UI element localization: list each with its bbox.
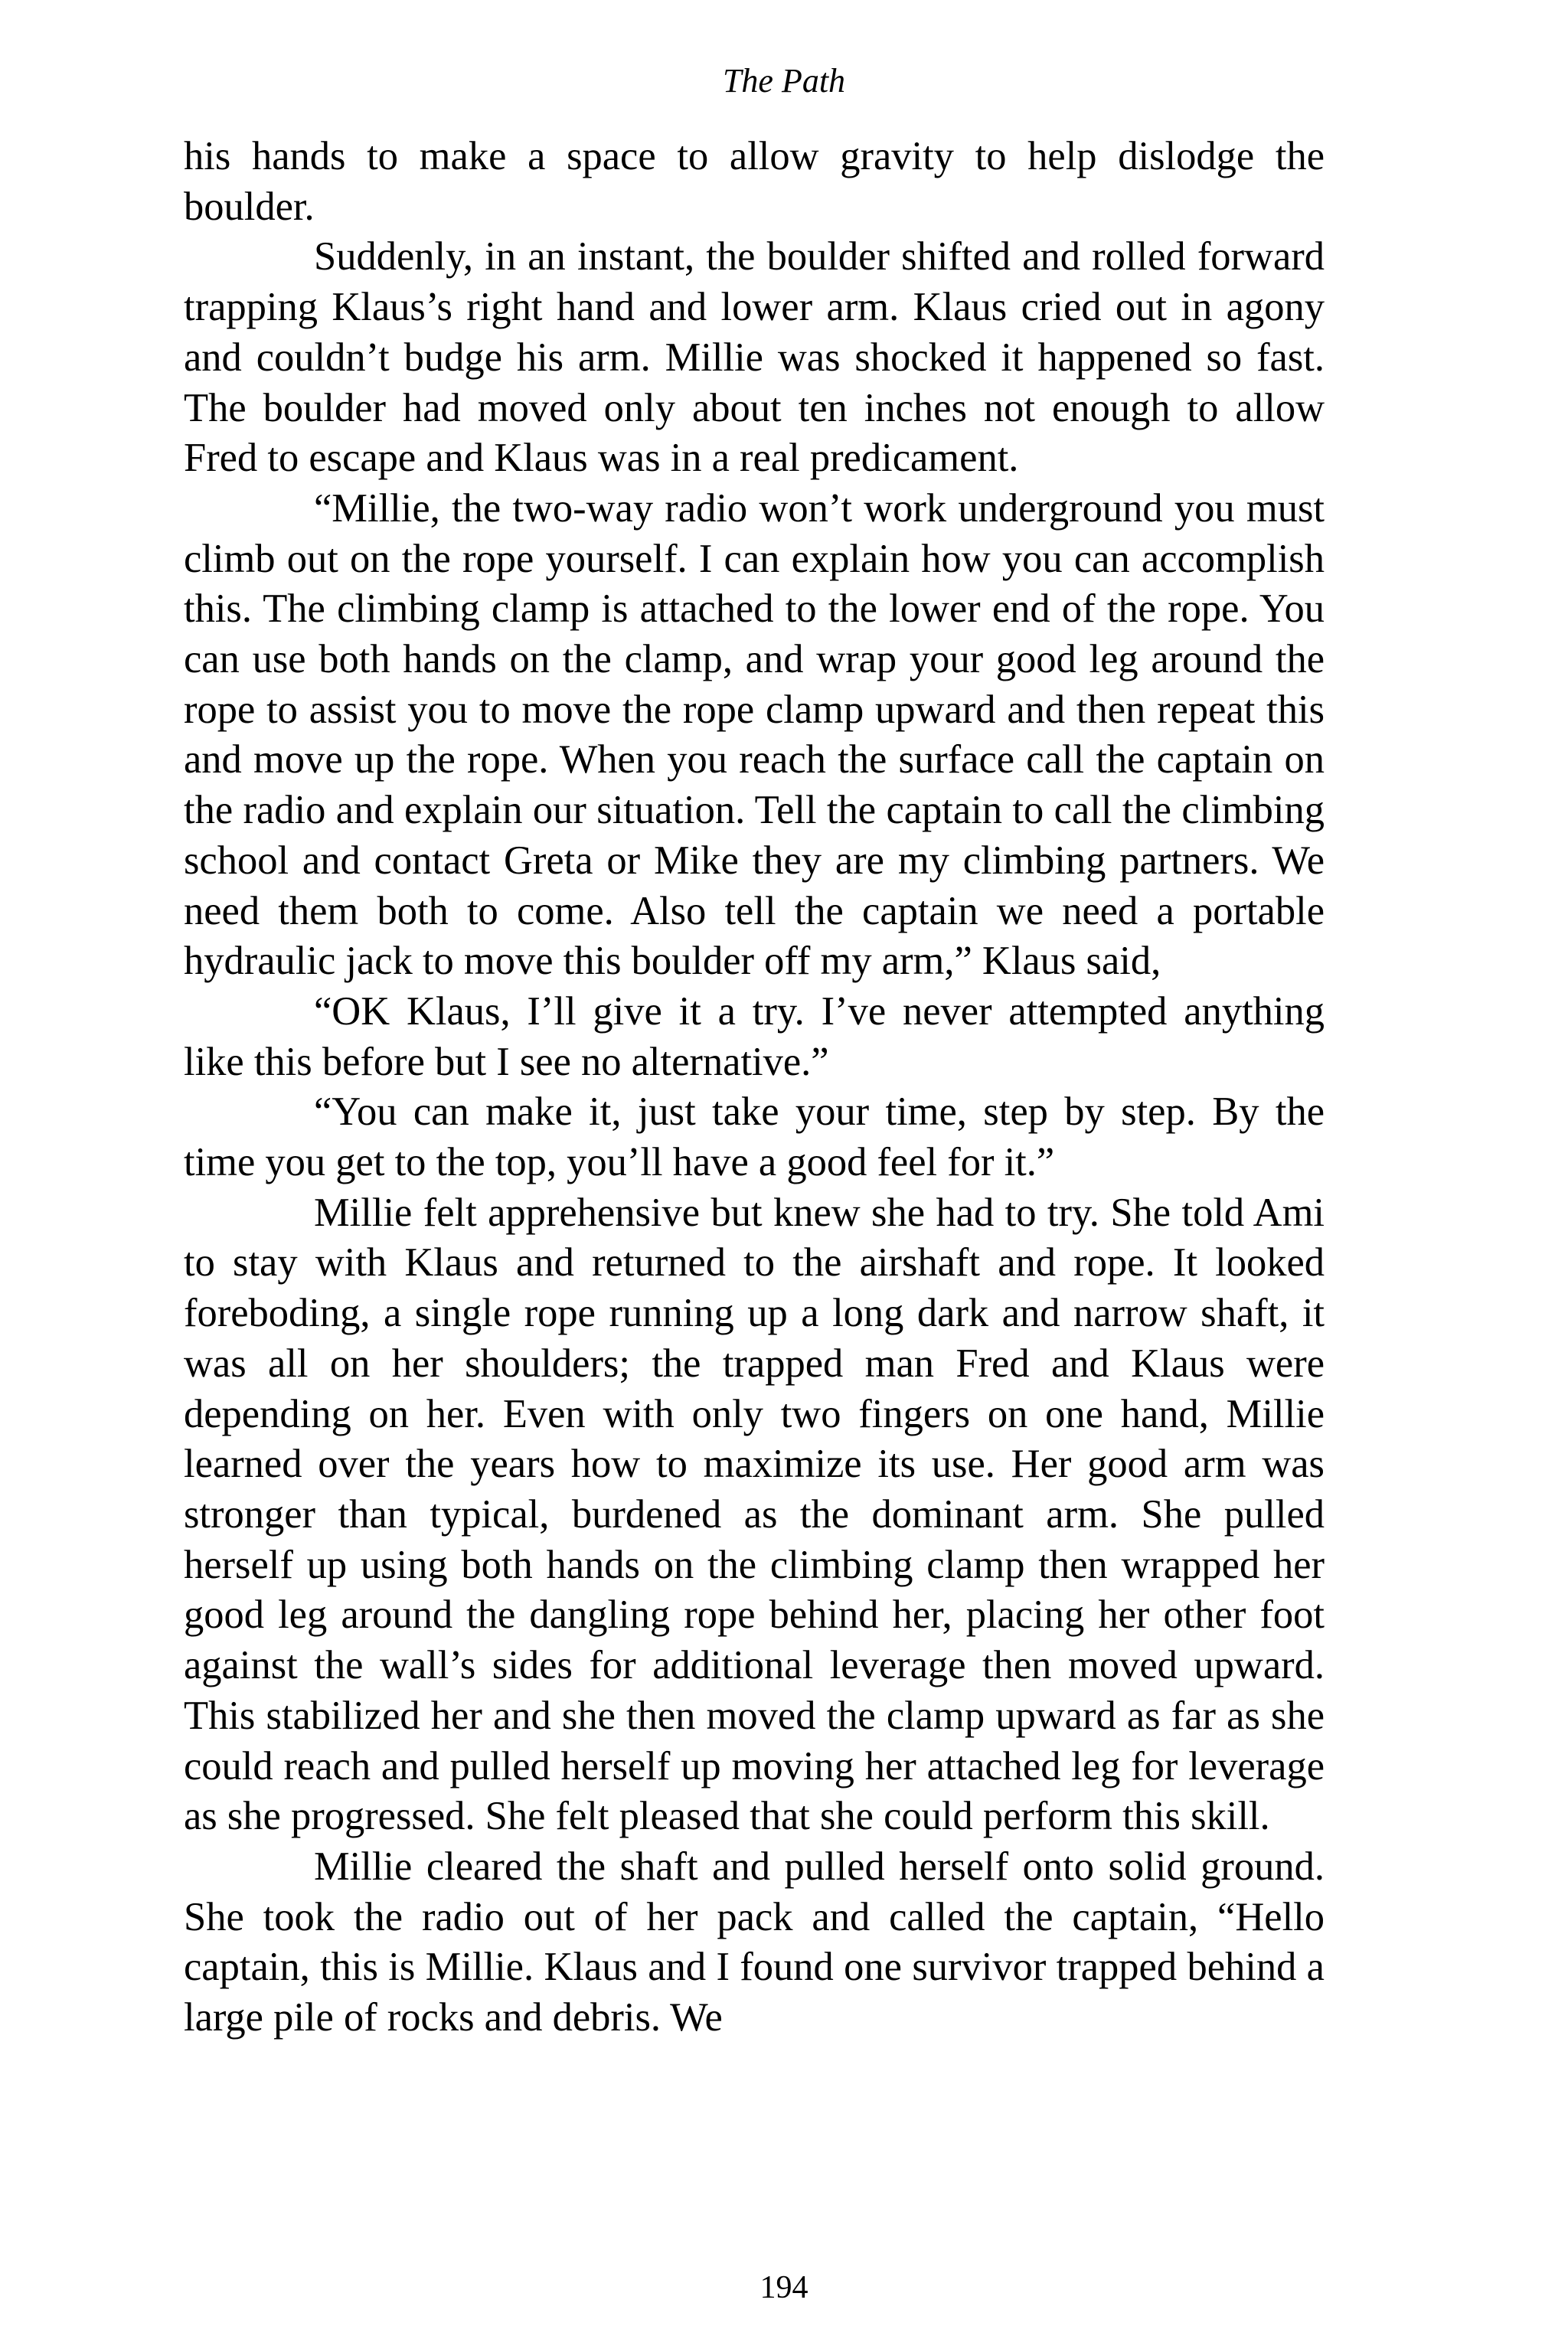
paragraph-4: “OK Klaus, I’ll give it a try. I’ve never attempted anything like this before but I see no alternative.” xyxy=(184,988,1325,1084)
body-text xyxy=(184,132,1325,2043)
paragraph-2: Suddenly, in an instant, the boulder shifted and rolled forward trapping Klaus’s right hand and lower arm. Klaus cried out in agony and couldn’t budge his arm. Millie was shocked it happened so fast. The boulder had moved only about ten inches not enough to allow Fred to escape and Klaus was in a real predicament. xyxy=(184,234,1325,481)
page-number: 194 xyxy=(760,2270,808,2305)
paragraph-1: his hands to make a space to allow gravity to help dislodge the boulder. xyxy=(184,134,1325,229)
paragraph-7: Millie cleared the shaft and pulled herself onto solid ground. She took the radio out of her pack and called the captain, “Hello captain, this is Millie. Klaus and I found one survivor trapped behind a large pile of rocks and debris. We xyxy=(184,1844,1325,2040)
paragraph-3: “Millie, the two-way radio won’t work underground you must climb out on the rope yourself. I can explain how you can accomplish this. The climbing clamp is attached to the lower end of the rope. You can use both hands on the clamp, and wrap your good leg around the rope to assist you to move the rope clamp upward and then repeat this and move up the rope. When you reach the surface call the captain on the radio and explain our situation. Tell the captain to call the climbing school and contact Greta or Mike they are my climbing partners. We need them both to come. Also tell the captain we need a portable hydraulic jack to move this boulder off my arm,” Klaus said, xyxy=(184,485,1325,984)
paragraph-6: Millie felt apprehensive but knew she had to try. She told Ami to stay with Klaus and returned to the airshaft and rope. It looked foreboding, a single rope running up a long dark and narrow shaft, it was all on her shoulders; the trapped man Fred and Klaus were depending on her. Even with only two fingers on one hand, Millie learned over the years how to maximize its use. Her good arm was stronger than typical, burdened as the dominant arm. She pulled herself up using both hands on the climbing clamp then wrapped her good leg around the dangling rope behind her, placing her other foot against the wall’s sides for additional leverage then moved upward. This stabilized her and she then moved the clamp upward as far as she could reach and pulled herself up moving her attached leg for leverage as she progressed. She felt pleased that she could perform this skill. xyxy=(184,1190,1325,1839)
paragraph-5: “You can make it, just take your time, step by step. By the time you get to the top, you’ll have a good feel for it.” xyxy=(184,1089,1325,1185)
running-head: The Path xyxy=(722,62,846,100)
